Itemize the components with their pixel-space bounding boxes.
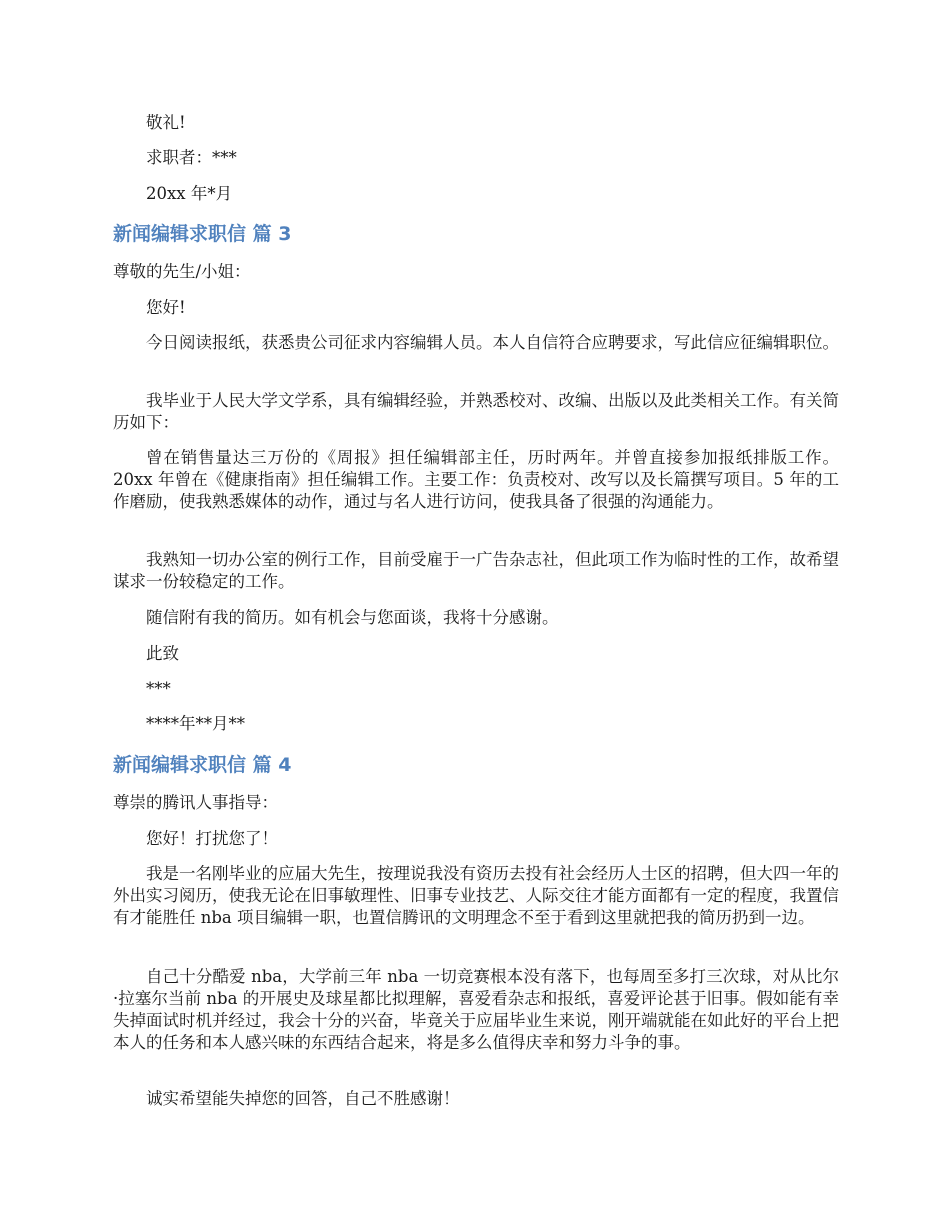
section-3-paragraph: 随信附有我的简历。如有机会与您面谈，我将十分感谢。 [146,608,559,627]
section-3-closing: 此致 [146,644,179,663]
section-4-paragraph: 自己十分酷爱 nba，大学前三年 nba 一切竞赛根本没有落下，也每周至多打三次球，对从比尔·拉塞尔当前 nba 的开展史及球星都比拟理解，喜爱看杂志和报纸，喜爱评论甚于旧事。假如能有幸失掉面试时机并经过，我会十分的兴奋，毕竟关于应届毕业生来说，刚开端就能在如此好的平台上把本人的任务和本人感兴味的东西结合起来，将是多么值得庆幸和努力斗争的事。 [113,967,839,1052]
section-3-signature: *** [146,679,171,698]
section-3-paragraph: 我熟知一切办公室的例行工作，目前受雇于一广告杂志社，但此项工作为临时性的工作，故希望谋求一份较稳定的工作。 [113,550,839,591]
section-4-paragraph: 我是一名刚毕业的应届大先生，按理说我没有资历去投有社会经历人士区的招聘，但大四一年的外出实习阅历，使我无论在旧事敏理性、旧事专业技艺、人际交往才能方面都有一定的程度，我置信有才能胜任 nba 项目编辑一职，也置信腾讯的文明理念不至于看到这里就把我的简历扔到一边。 [113,864,839,927]
section-3-paragraph: 曾在销售量达三万份的《周报》担任编辑部主任，历时两年。并曾直接参加报纸排版工作。 20xx 年曾在《健康指南》担任编辑工作。主要工作：负责校对、改写以及长篇撰写项目。5 年的工作磨励，使我熟悉媒体的动作，通过与名人进行访问，使我具备了很强的沟通能力。 [113,448,839,511]
section-4-hello: 您好！打扰您了！ [146,829,278,848]
section-3-paragraph: 今日阅读报纸，获悉贵公司征求内容编辑人员。本人自信符合应聘要求，写此信应征编辑职位。 [146,333,839,352]
applicant-line: 求职者：*** [146,148,237,167]
section-3-hello: 您好! [146,298,186,317]
section-3-date: ****年**月** [146,714,245,733]
section-3-greeting: 尊敬的先生/小姐： [113,262,251,281]
section-4-heading: 新闻编辑求职信 篇 4 [113,754,292,776]
section-4-greeting: 尊崇的腾讯人事指导： [113,793,278,812]
section-3-heading: 新闻编辑求职信 篇 3 [113,223,292,245]
section-3-paragraph: 我毕业于人民大学文学系，具有编辑经验，并熟悉校对、改编、出版以及此类相关工作。有关简历如下： [113,391,839,432]
salute-line: 敬礼! [146,113,186,132]
date-line: 20xx 年*月 [146,184,233,203]
section-4-paragraph: 诚实希望能失掉您的回答，自己不胜感谢！ [146,1089,460,1108]
